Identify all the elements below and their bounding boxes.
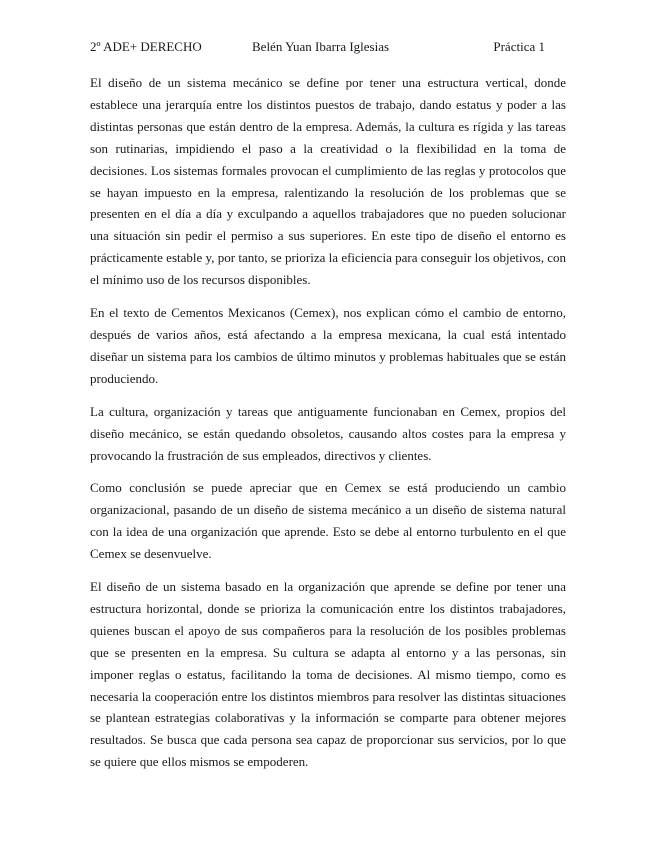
header-author: Belén Yuan Ibarra Iglesias bbox=[252, 39, 390, 54]
header-course: 2º ADE+ DERECHO bbox=[90, 39, 202, 54]
paragraph-cemex-intro: En el texto de Cementos Mexicanos (Cemex), nos explican cómo el cambio de entorno, después de varios años, está afectando a la empresa mexicana, la cual está intentado diseñar un sistema para los cambios de último minutos y problemas habituales que se están produciendo. bbox=[90, 305, 566, 386]
paragraph-conclusion: Como conclusión se puede apreciar que en Cemex se está produciendo un cambio organizacional, pasando de un diseño de sistema mecánico a un diseño de sistema natural con la idea de una organización que aprende. Esto se debe al entorno turbulento en el que Cemex se desenvuelve. bbox=[90, 480, 566, 562]
paragraph-mechanical-design: El diseño de un sistema mecánico se define por tener una estructura vertical, donde establece una jerarquía entre los distintos puestos de trabajo, dando estatus y poder a las distintas personas que están dentro de la empresa. Además, la cultura es rígida y las tareas son rutinarias, impidiendo el paso a la creatividad o la flexibilidad en la toma de decisiones. Los sistemas formales provocan el cumplimiento de las reglas y protocolos que se hayan impuesto en la empresa, ralentizando la resolución de los problemas que se presenten en el día a día y exculpando a aquellos trabajadores que no pueden solucionar una situación sin pedir el permiso a sus superiores. En este tipo de diseño el entorno es prácticamente estable y, por tanto, se prioriza la eficiencia para conseguir los objetivos, con el mínimo uso de los recursos disponibles. bbox=[90, 75, 566, 288]
page-header bbox=[90, 39, 565, 55]
header-assignment: Práctica 1 bbox=[493, 39, 545, 54]
paragraph-cemex-culture: La cultura, organización y tareas que antiguamente funcionaban en Cemex, propios del diseño mecánico, se están quedando obsoletos, causando altos costes para la empresa y provocando la frustración de sus empleados, directivos y clientes. bbox=[90, 403, 566, 463]
paragraph-learning-organization: El diseño de un sistema basado en la organización que aprende se define por tener una estructura horizontal, donde se prioriza la comunicación entre los distintos trabajadores, quienes buscan el apoyo de sus compañeros para la resolución de los posibles problemas que se presenten en la empresa. Su cultura se adapta al entorno y a las personas, sin imponer reglas o estatus, facilitando la toma de decisiones. Al mismo tiempo, como es necesaria la cooperación entre los distintos miembros para resolver las distintas situaciones se plantean estrategias colaborativas y la información se comparte para obtener mejores resultados. Se busca que cada persona sea capaz de proporcionar sus servicios, por lo que se quiere que ellos mismos se empoderen. bbox=[90, 579, 566, 770]
document-body bbox=[90, 72, 566, 784]
